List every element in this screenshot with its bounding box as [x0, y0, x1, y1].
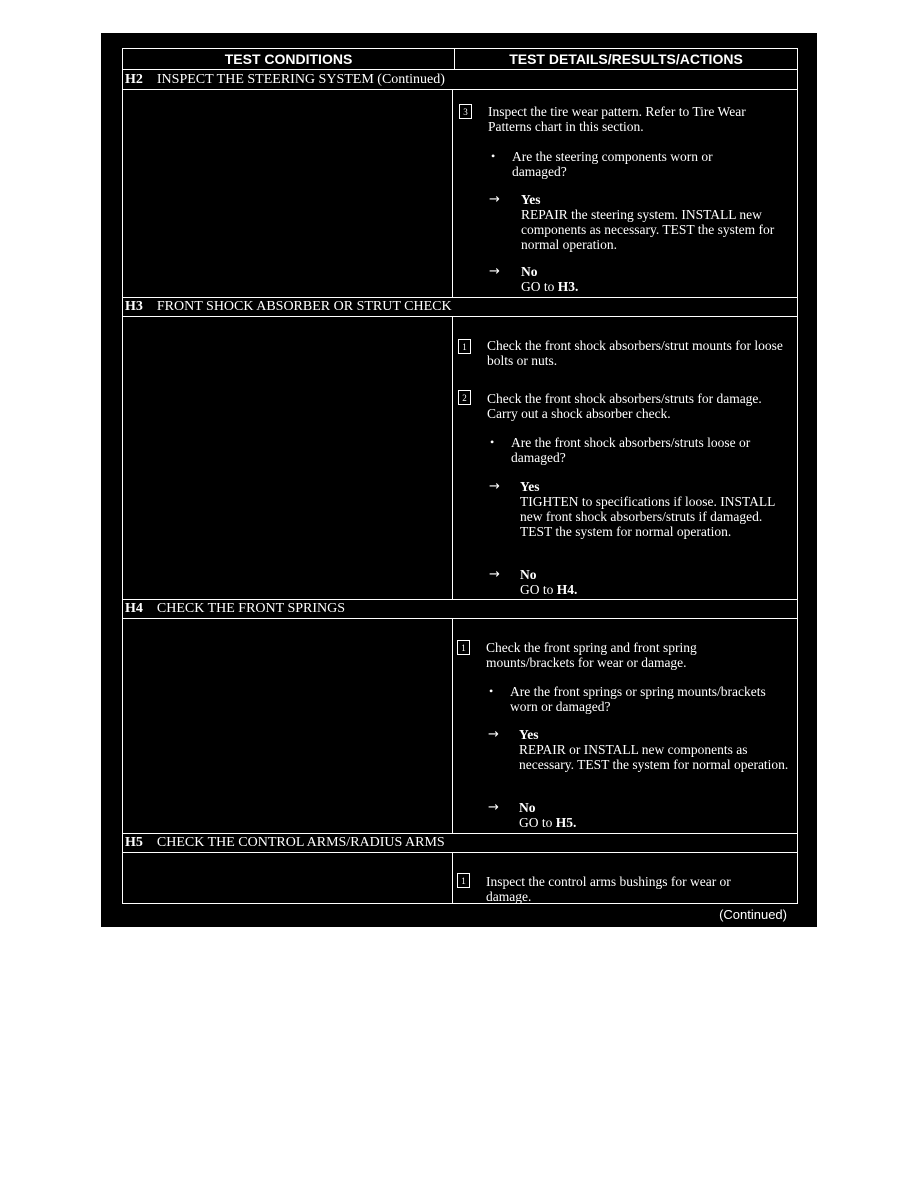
section-code: H3 — [125, 299, 143, 314]
step-text: Check the front shock absorbers/struts for damage. Carry out a shock absorber check. — [487, 391, 762, 421]
step-text: Check the front spring and front spring mounts/brackets for wear or damage. — [486, 640, 697, 670]
answer-label: No — [520, 567, 537, 582]
h5-column-divider — [452, 852, 453, 903]
right-arrow-icon: → — [488, 800, 499, 815]
section-h4-title-row — [125, 600, 345, 617]
h4-column-divider — [452, 618, 453, 833]
section-code: H4 — [125, 601, 143, 616]
answer-label: Yes — [521, 192, 541, 207]
numbered-step-box-icon: 1 — [458, 339, 471, 354]
answer-text: TIGHTEN to specifications if loose. INSTALL new front shock absorbers/struts if damaged. TEST the system for normal operation. — [520, 494, 775, 539]
section-title: CHECK THE FRONT SPRINGS — [156, 601, 346, 616]
goto-target: H3. — [557, 279, 579, 294]
right-arrow-icon: → — [489, 264, 500, 279]
goto-target: H4. — [556, 582, 578, 597]
diagnostic-table-page — [101, 33, 817, 927]
goto-prefix: GO to — [521, 279, 558, 294]
bullet-dot-icon: • — [491, 149, 496, 163]
h3-column-divider — [452, 316, 453, 599]
goto-prefix: GO to — [519, 815, 556, 830]
header-test-conditions: TEST CONDITIONS — [224, 51, 353, 67]
answer-label: Yes — [519, 727, 539, 742]
bullet-dot-icon: • — [489, 684, 494, 698]
question-text: Are the front springs or spring mounts/brackets worn or damaged? — [510, 684, 766, 714]
numbered-step-box-icon: 1 — [457, 873, 470, 888]
answer-label: No — [521, 264, 538, 279]
numbered-step-box-icon: 3 — [459, 104, 472, 119]
section-title: INSPECT THE STEERING SYSTEM (Continued) — [156, 72, 445, 87]
answer-no — [519, 800, 791, 830]
answer-yes — [519, 727, 791, 772]
table-right-border — [797, 48, 798, 904]
answer-no — [521, 264, 793, 294]
numbered-step-box-icon: 1 — [457, 640, 470, 655]
section-h2-title-row — [125, 71, 445, 88]
answer-goto — [520, 582, 792, 597]
section-code: H5 — [125, 835, 143, 850]
section-title: CHECK THE CONTROL ARMS/RADIUS ARMS — [156, 835, 445, 850]
answer-no — [520, 567, 792, 597]
step-text: Inspect the tire wear pattern. Refer to Tire Wear Patterns chart in this section. — [488, 104, 746, 134]
section-code: H2 — [125, 72, 143, 87]
answer-goto — [519, 815, 791, 830]
numbered-step-box-icon: 2 — [458, 390, 471, 405]
section-h3-title-row — [125, 298, 452, 315]
answer-goto — [521, 279, 793, 294]
answer-yes — [520, 479, 792, 539]
header-test-details: TEST DETAILS/RESULTS/ACTIONS — [509, 51, 743, 67]
h2-column-divider — [452, 89, 453, 297]
step-text: Check the front shock absorbers/strut mounts for loose bolts or nuts. — [487, 338, 783, 368]
goto-target: H5. — [555, 815, 577, 830]
section-title: FRONT SHOCK ABSORBER OR STRUT CHECK — [156, 299, 452, 314]
step-text: Inspect the control arms bushings for wear or damage. — [486, 874, 731, 904]
answer-label: No — [519, 800, 536, 815]
answer-text: REPAIR or INSTALL new components as necessary. TEST the system for normal operation. — [519, 742, 789, 772]
answer-text: REPAIR the steering system. INSTALL new components as necessary. TEST the system for normal operation. — [521, 207, 775, 252]
answer-yes — [521, 192, 793, 252]
right-arrow-icon: → — [488, 727, 499, 742]
h4-title-divider — [122, 618, 798, 619]
h5-title-divider — [122, 852, 798, 853]
goto-prefix: GO to — [520, 582, 557, 597]
bullet-dot-icon: • — [490, 435, 495, 449]
continued-note: (Continued) — [719, 907, 787, 922]
right-arrow-icon: → — [489, 567, 500, 582]
answer-label: Yes — [520, 479, 540, 494]
right-arrow-icon: → — [489, 479, 500, 494]
section-h5-title-row — [125, 834, 445, 851]
question-text: Are the steering components worn or damaged? — [512, 149, 713, 179]
h3-title-divider — [122, 316, 798, 317]
table-left-border — [122, 48, 123, 904]
right-arrow-icon: → — [489, 192, 500, 207]
question-text: Are the front shock absorbers/struts loose or damaged? — [511, 435, 751, 465]
h2-title-divider — [122, 89, 798, 90]
table-top-border — [122, 48, 798, 49]
header-divider — [122, 69, 798, 70]
